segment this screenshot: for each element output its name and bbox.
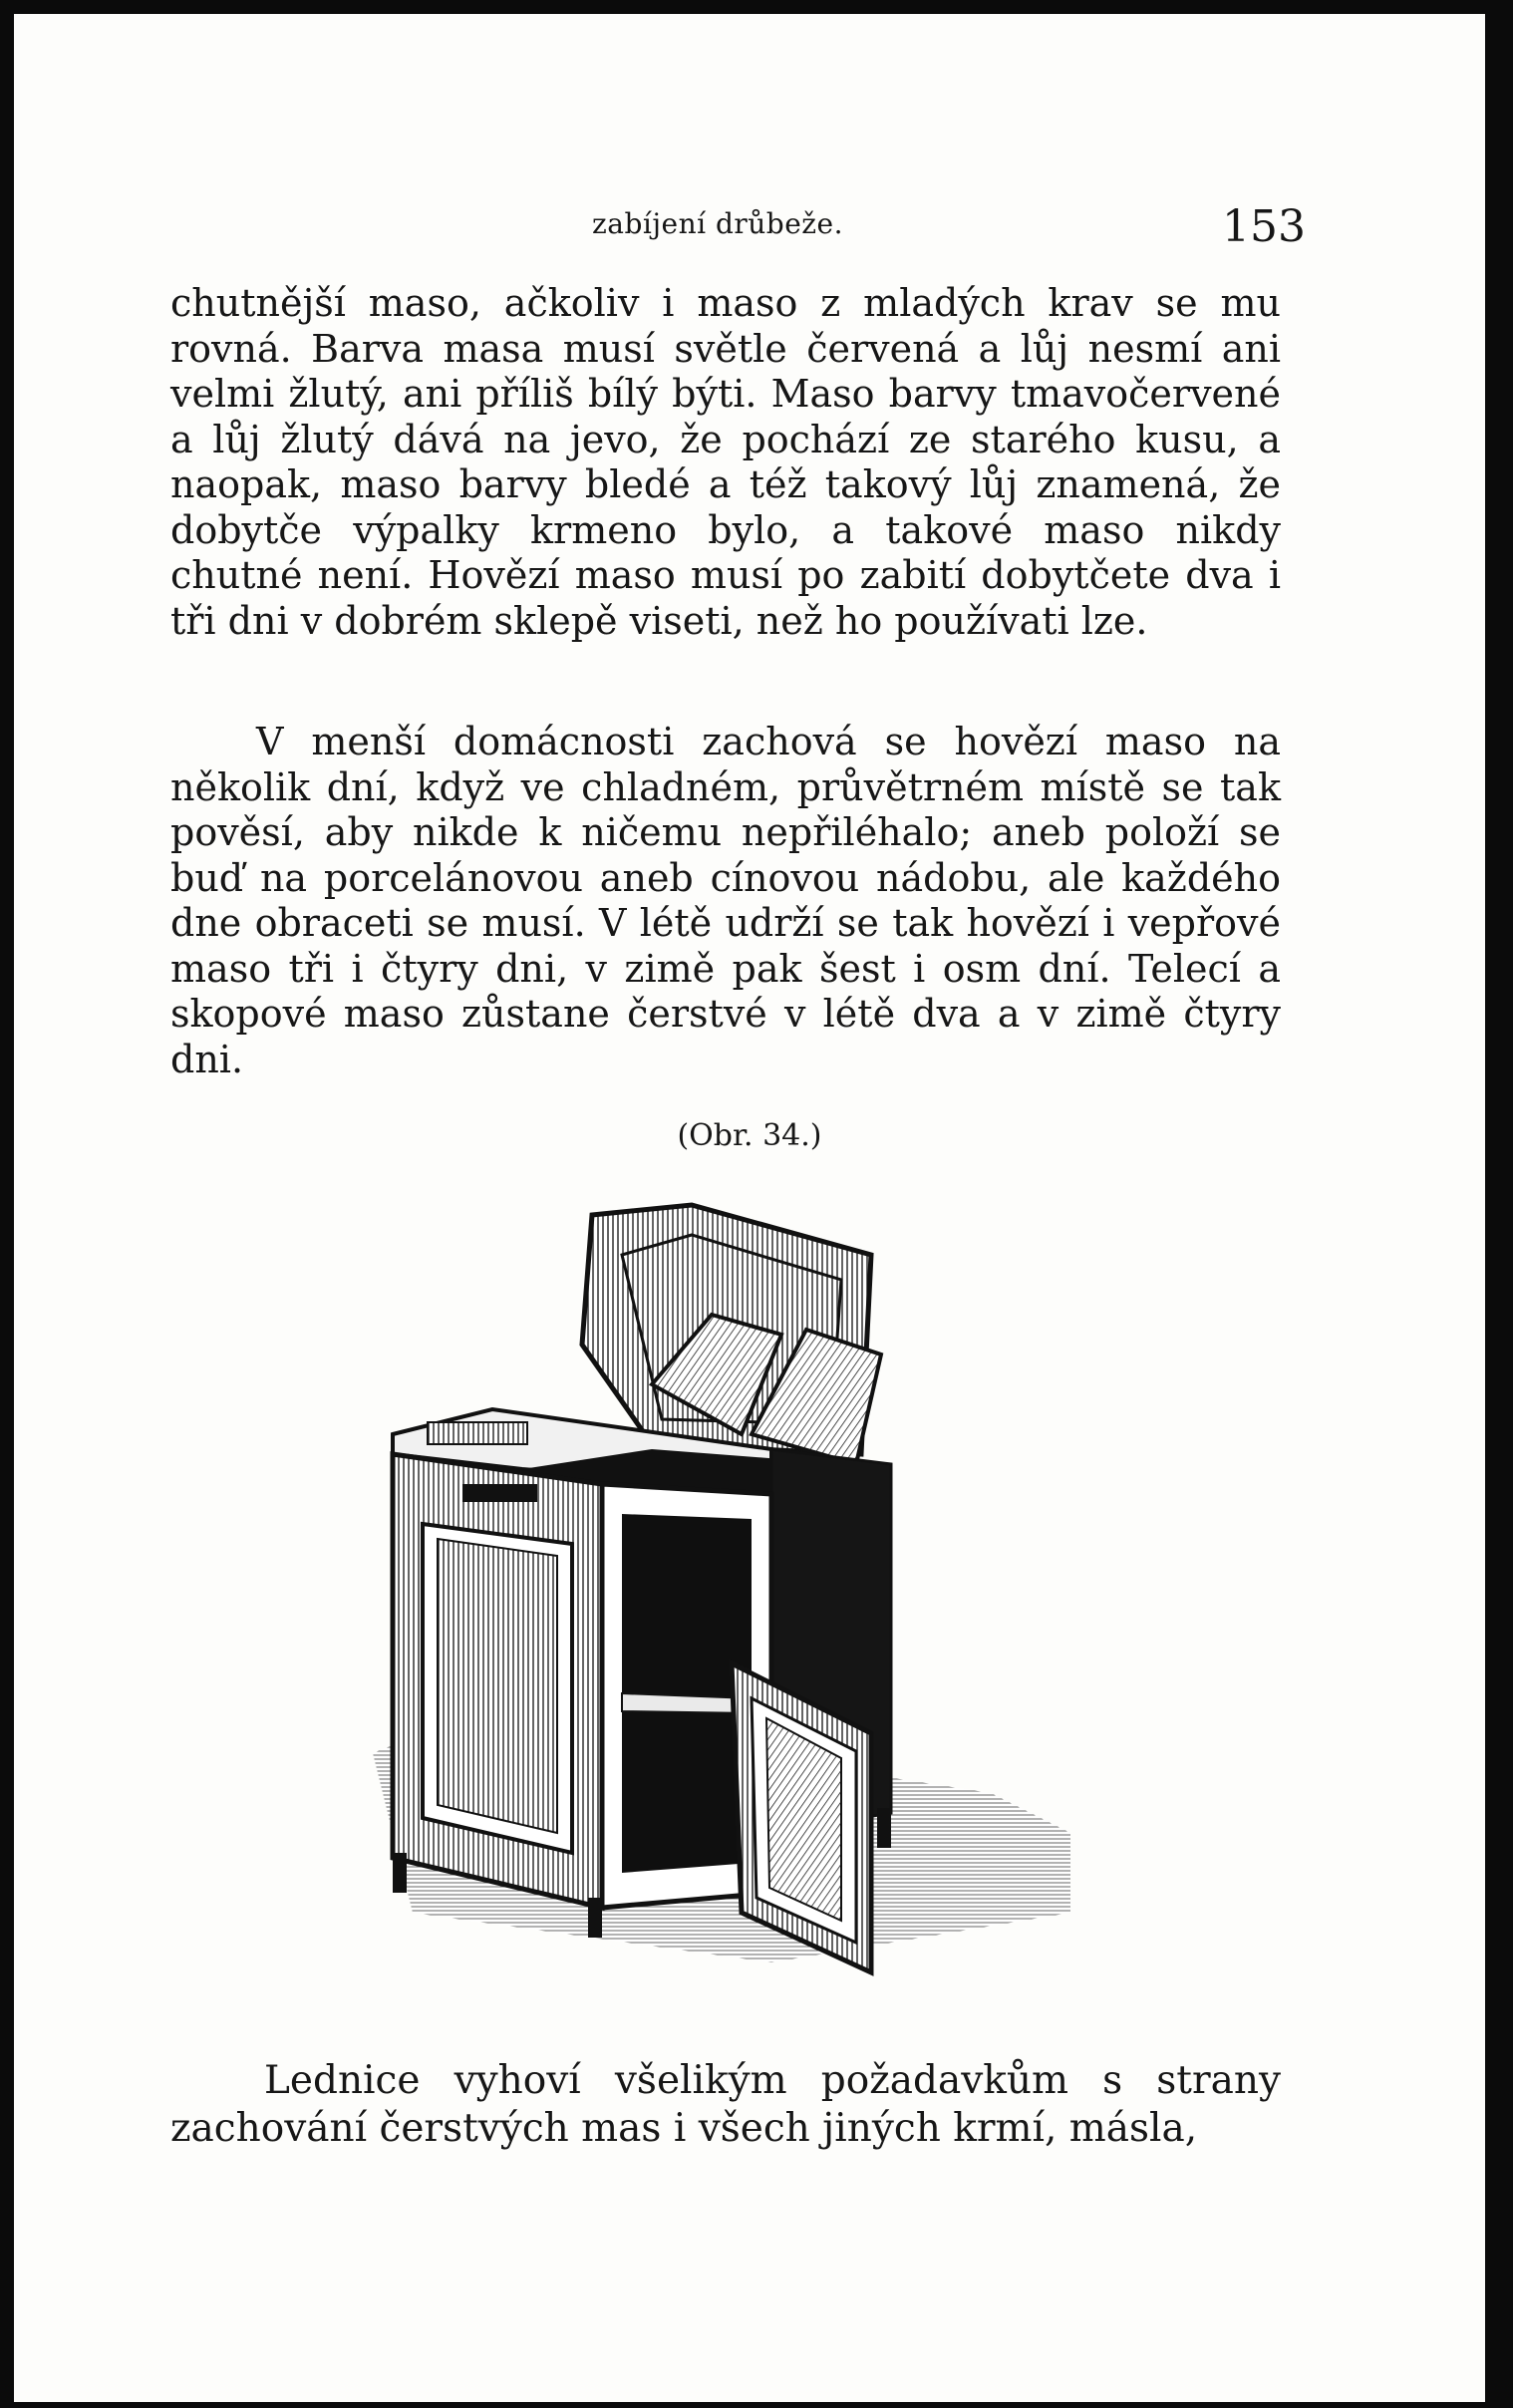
paragraph-2-text: V menší domácnosti zachová se hovězí maso na několik dní, když ve chladném, průvětrném místě se tak pověsí, aby nikde k ničemu nepřiléhalo; aneb položí se buď na porcelánovou aneb cínovou nádobu, ale každého dne obraceti se musí. V létě udrží se tak hovězí i vepřové maso tři i čtyry dni, v zimě pak šest i osm dní. Telecí a skopové maso zůstane čerstvé v létě dva a v zimě čtyry dni.	[170, 720, 1281, 1081]
page-number: 153	[1222, 201, 1306, 252]
book-page	[14, 14, 1485, 2402]
paragraph-3-text: Lednice vyhoví všelikým požadavkům s strany zachování čerstvých mas i všech jiných krmí, másla,	[170, 2058, 1281, 2151]
paragraph-3	[170, 2057, 1281, 2153]
running-title: zabíjení drůbeže.	[592, 207, 844, 240]
figure-caption: (Obr. 34.)	[677, 1118, 822, 1153]
page-header	[14, 201, 1485, 261]
icebox-icon	[353, 1195, 1110, 2012]
paragraph-2	[170, 720, 1281, 1082]
icebox-illustration	[353, 1195, 1110, 2012]
paragraph-1	[170, 281, 1281, 644]
paragraph-1-text: chutnější maso, ačkoliv i maso z mladých krav se mu rovná. Barva masa musí světle červená a lůj nesmí ani velmi žlutý, ani příliš bílý býti. Maso barvy tmavočervené a lůj žlutý dává na jevo, že pochází ze starého kusu, a naopak, maso barvy bledé a též takový lůj znamená, že dobytče výpalky krmeno bylo, a takové maso nikdy chutné není. Hovězí maso musí po zabití dobytčete dva i tři dni v dobrém sklepě viseti, než ho používati lze.	[170, 281, 1281, 643]
